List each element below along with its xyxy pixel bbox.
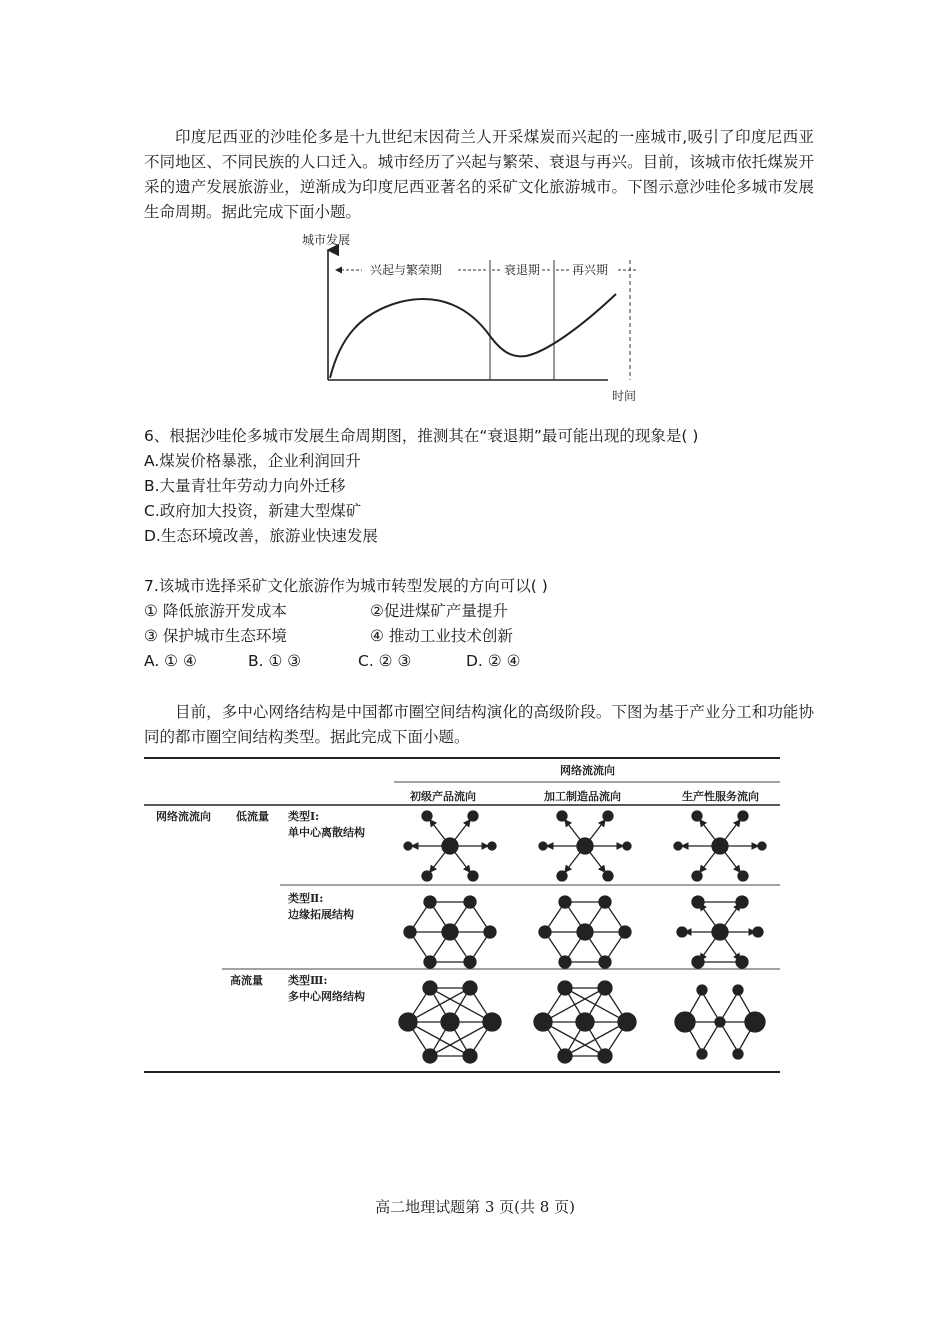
- stage-label-3: 再兴期: [572, 263, 609, 277]
- life-cycle-figure: [290, 228, 650, 408]
- type-1-name: 类型Ⅰ:: [288, 810, 320, 823]
- stage-label-2: 衰退期: [504, 263, 541, 277]
- development-curve: [330, 294, 616, 378]
- question-6-option-d[interactable]: D.生态环境改善，旅游业快速发展: [144, 527, 378, 545]
- type-1-services-network: [674, 811, 766, 881]
- column-header-services: 生产性服务流向: [682, 790, 759, 803]
- question-7-stem: 7.该城市选择采矿文化旅游作为城市转型发展的方向可以( ): [144, 577, 548, 595]
- y-axis-label: 城市发展: [302, 233, 351, 247]
- column-header-primary: 初级产品流向: [410, 790, 476, 803]
- type-3-primary-network: [399, 981, 501, 1063]
- question-6-stem: 6、根据沙哇伦多城市发展生命周期图，推测其在“衰退期”最可能出现的现象是( ): [144, 427, 699, 445]
- high-flow-label: 高流量: [230, 974, 263, 987]
- question-6-option-a[interactable]: A.煤炭价格暴涨，企业利润回升: [144, 452, 361, 470]
- page-footer: 高二地理试题第 3 页(共 8 页): [375, 1198, 575, 1216]
- type-3-desc: 多中心网络结构: [288, 990, 365, 1003]
- type-3-manufactured-network: [534, 981, 636, 1063]
- question-7-item-1: ① 降低旅游开发成本: [144, 602, 287, 620]
- question-7-option-a[interactable]: A. ① ④: [144, 652, 197, 670]
- question-7-option-c[interactable]: C. ② ③: [358, 652, 412, 670]
- question-7-item-4: ④ 推动工业技术创新: [370, 627, 513, 645]
- type-3-name: 类型Ⅲ:: [288, 974, 328, 987]
- question-7-option-d[interactable]: D. ② ④: [466, 652, 521, 670]
- row-header: 网络流流向: [156, 810, 211, 823]
- passage-1: 印度尼西亚的沙哇伦多是十九世纪末因荷兰人开采煤炭而兴起的一座城市,吸引了印度尼西亚不同地区、不同民族的人口迁入。城市经历了兴起与繁荣、衰退与再兴。目前，该城市依托煤炭开采的遗产发展旅游业，逆渐成为印度尼西亚著名的采矿文化旅游城市。下图示意沙哇伦多城市发展生命周期。据此完成下面小题。: [144, 128, 814, 221]
- type-1-desc: 单中心离散结构: [288, 826, 365, 839]
- type-2-name: 类型Ⅱ:: [288, 892, 324, 905]
- stage-label-1: 兴起与繁荣期: [370, 263, 443, 277]
- question-6-option-b[interactable]: B.大量青壮年劳动力向外迁移: [144, 477, 346, 495]
- type-2-primary-network: [404, 896, 496, 968]
- question-7-option-b[interactable]: B. ① ③: [248, 652, 302, 670]
- question-7-item-3: ③ 保护城市生态环境: [144, 627, 287, 645]
- type-1-manufactured-network: [539, 811, 631, 881]
- type-2-desc: 边缘拓展结构: [288, 908, 354, 921]
- network-structure-figure: [140, 752, 790, 1077]
- type-1-primary-network: [404, 811, 496, 881]
- x-axis-label: 时间: [612, 389, 637, 403]
- question-7-item-2: ②促进煤矿产量提升: [370, 602, 508, 620]
- top-header: 网络流流向: [560, 764, 615, 777]
- question-6-option-c[interactable]: C.政府加大投资，新建大型煤矿: [144, 502, 362, 520]
- low-flow-label: 低流量: [236, 810, 269, 823]
- type-2-manufactured-network: [539, 896, 631, 968]
- passage-2: 目前，多中心网络结构是中国都市圈空间结构演化的高级阶段。下图为基于产业分工和功能协同的都市圈空间结构类型。据此完成下面小题。: [144, 703, 814, 746]
- type-3-services-network: [675, 985, 765, 1059]
- column-header-manufactured: 加工制造品流向: [544, 790, 621, 803]
- type-2-services-network: [677, 896, 763, 968]
